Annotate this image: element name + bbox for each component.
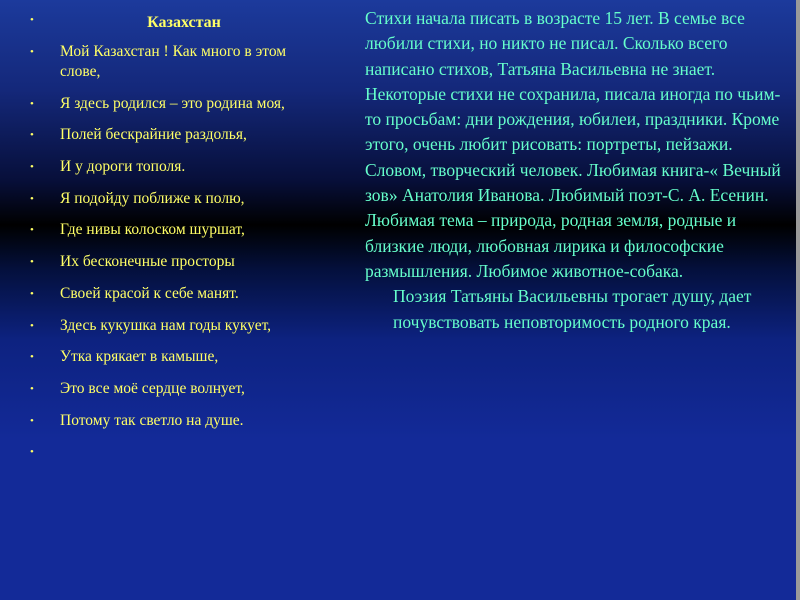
poem-line	[30, 220, 330, 240]
bullet-icon: •	[30, 256, 34, 269]
poem-line	[30, 411, 330, 431]
bullet-icon: •	[30, 129, 34, 142]
poem-line-text: Мой Казахстан ! Как много в этом слове,	[60, 43, 287, 80]
bullet-icon: •	[30, 287, 34, 300]
poem-title: Казахстан	[147, 14, 221, 31]
bio-paragraph: Поэзия Татьяны Васильевны трогает душу, дает почувствовать неповторимость родного края.	[393, 286, 752, 332]
poem-lines-list	[30, 42, 330, 459]
bullet-icon: •	[30, 97, 34, 110]
poem-line-text: Я здесь родился – это родина моя,	[60, 94, 285, 112]
poem-line-text: Где нивы колоском шуршат,	[60, 221, 245, 239]
poem-line	[30, 189, 330, 209]
poem-line	[30, 379, 330, 399]
poem-line	[30, 252, 330, 272]
poem-line-text: Своей красой к себе манят.	[60, 284, 239, 302]
bullet-icon: •	[30, 446, 34, 459]
bullet-icon: •	[30, 224, 34, 237]
bullet-icon: •	[30, 14, 34, 26]
bullet-icon: •	[30, 192, 34, 205]
poem-line-text: И у дороги тополя.	[60, 158, 186, 176]
poem-line-text: Это все моё сердце волнует,	[60, 379, 245, 397]
slide-right-border	[796, 0, 800, 600]
bullet-icon: •	[30, 161, 34, 174]
poem-line	[30, 347, 330, 367]
poem-line-text: Их бесконечные просторы	[60, 253, 235, 271]
poem-line-text: Я подойду поближе к полю,	[60, 189, 245, 207]
poem-line	[30, 125, 330, 145]
bullet-icon: •	[30, 351, 34, 364]
bio-paragraph: Стихи начала писать в возрасте 15 лет. В семье все любили стихи, но никто не писал. Сколько всего написано стихов, Татьяна Васильевна не знает. Некоторые стихи не сохранила, писала иногда по чьим-то просьбам: дни рождения, юбилеи, праздники. Кроме этого, очень любит рисовать: портреты, пейзажи. Словом, творческий человек. Любимая книга-« Вечный зов» Анатолия Иванова. Любимый поэт-С. А. Есенин. Любимая тема – природа, родная земля, родные и близкие люди, любовная лирика и философские размышления. Любимое животное-собака.	[365, 8, 781, 281]
poem-line	[30, 42, 330, 82]
poem-line-text: Утка крякает в камыше,	[60, 348, 219, 366]
poem-line-text: Полей бескрайние раздолья,	[60, 126, 247, 144]
poem-line-text: Здесь кукушка нам годы кукует,	[60, 316, 272, 334]
bullet-icon: •	[30, 414, 34, 427]
poem-title-row	[30, 14, 330, 32]
poem-line-text: Потому так светло на душе.	[60, 411, 244, 429]
bio-column	[365, 6, 785, 335]
poem-line	[30, 157, 330, 177]
poem-line	[30, 94, 330, 114]
bullet-icon: •	[30, 319, 34, 332]
poem-column	[30, 14, 330, 459]
poem-line	[30, 284, 330, 304]
bullet-icon: •	[30, 46, 34, 58]
poem-line	[30, 316, 330, 336]
bullet-icon: •	[30, 382, 34, 395]
